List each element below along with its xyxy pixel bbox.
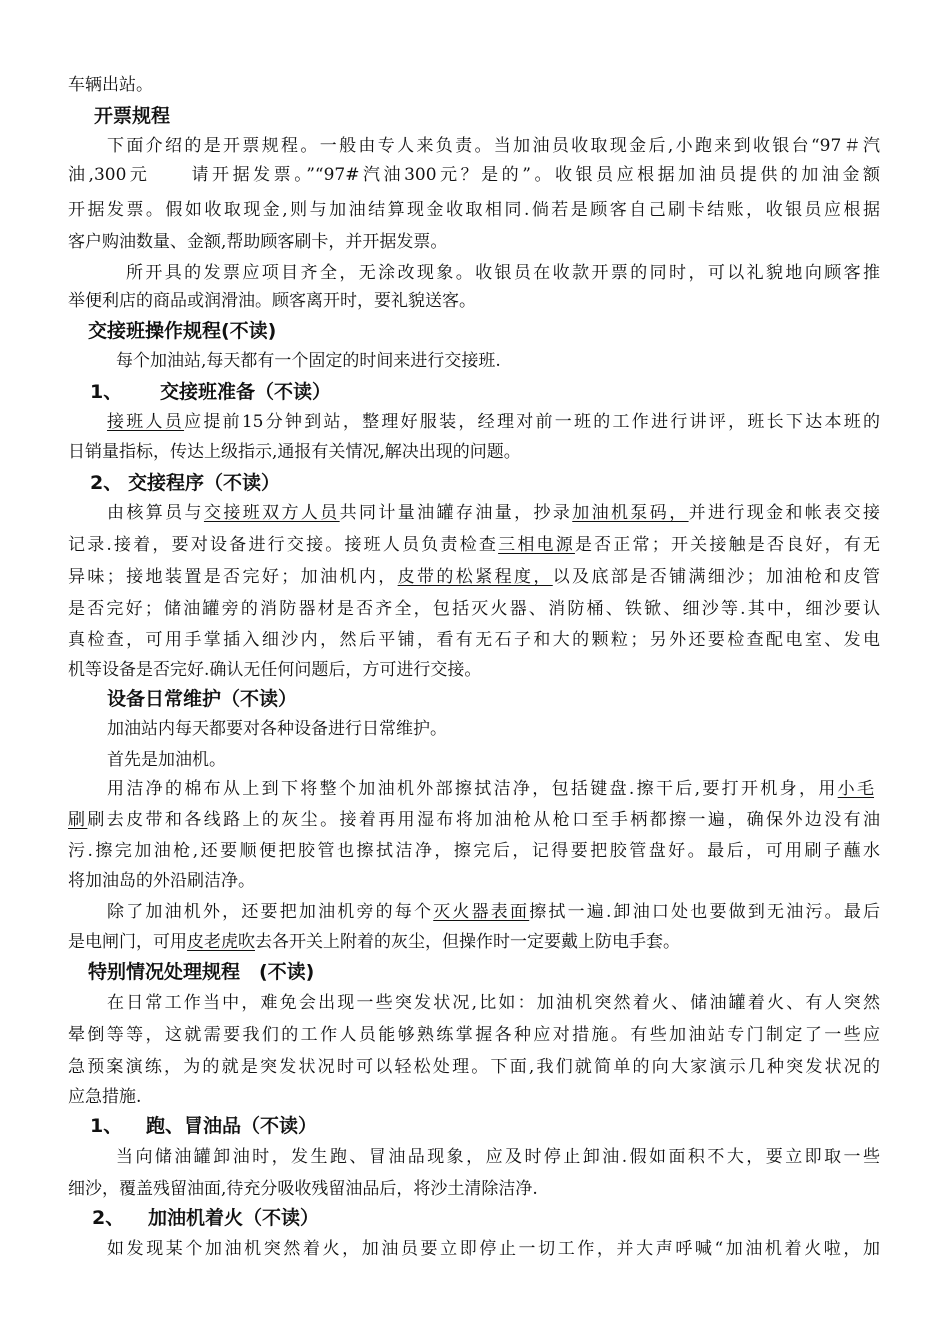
underlined-term: 灭火器表面 [433, 902, 530, 922]
paragraph-line: 刷刷去皮带和各线路上的灰尘。接着再用湿布将加油枪从枪口至手柄都擦一遍，确保外边没有油 [68, 810, 880, 830]
paragraph-line: 除了加油机外，还要把加油机旁的每个灭火器表面擦拭一遍.卸油口处也要做到无油污。最后 [107, 902, 881, 922]
paragraph-line: 用洁净的棉布从上到下将整个加油机外部擦拭洁净，包括键盘.擦干后,要打开机身，用小毛 [107, 779, 875, 799]
paragraph-line: 晕倒等等，这就需要我们的工作人员能够熟练掌握各种应对措施。有些加油站专门制定了一些应 [68, 1025, 880, 1045]
paragraph-line: 污.擦完加油枪,还要顺便把胶管也擦拭洁净，擦完后，记得要把胶管盘好。最后，可用刷子蘸水 [68, 841, 880, 861]
paragraph-line: 开据发票。假如收取现金,则与加油结算现金收取相同.倘若是顾客自己刷卡结账，收银员应根据 [68, 200, 880, 220]
section-heading-teshu: 特别情况处理规程 (不读) [88, 961, 315, 983]
section-heading-jiaojieban: 交接班操作规程(不读) [88, 320, 277, 342]
underlined-term: 刷 [68, 810, 88, 830]
underlined-term: 小毛 [837, 779, 875, 799]
paragraph-line: 机等设备是否完好.确认无任何问题后，方可进行交接。 [68, 660, 482, 680]
subsection-title: 加油机着火（不读） [148, 1207, 320, 1229]
subsection-heading-ts2 [92, 1203, 319, 1233]
paragraph-line: 客户购油数量、金额,帮助顾客刷卡，并开据发票。 [68, 232, 448, 252]
subsection-number: 1、 [90, 1115, 123, 1137]
underlined-term: 三相电源 [498, 535, 575, 555]
paragraph-line: 是电闸门，可用皮老虎吹去各开关上附着的灰尘，但操作时一定要戴上防电手套。 [68, 932, 680, 952]
paragraph-line: 由核算员与交接班双方人员共同计量油罐存油量，抄录加油机泵码，并进行现金和帐表交接 [107, 503, 881, 523]
paragraph-line: 是否完好；储油罐旁的消防器材是否齐全，包括灭火器、消防桶、铁锨、细沙等.其中，细沙要认 [68, 599, 880, 619]
paragraph-line: 车辆出站。 [68, 75, 153, 95]
underlined-term: 加油机泵码， [572, 503, 689, 523]
paragraph-line: 记录.接着，要对设备进行交接。接班人员负责检查三相电源是否正常；开关接触是否良好，有无 [68, 535, 881, 555]
subsection-number: 2、 [90, 472, 123, 494]
subsection-heading-ts1 [90, 1111, 317, 1141]
paragraph-line: 所开具的发票应项目齐全，无涂改现象。收银员在收款开票的同时，可以礼貌地向顾客推 [126, 263, 880, 283]
paragraph-line: 每个加油站,每天都有一个固定的时间来进行交接班. [116, 351, 501, 371]
subsection-title: 交接程序（不读） [128, 472, 281, 494]
paragraph-line: 在日常工作当中，难免会出现一些突发状况,比如：加油机突然着火、储油罐着火、有人突然 [107, 993, 880, 1013]
paragraph-line: 油,300元 请开据发票。”“97#汽油300元？是的”。收银员应根据加油员提供的加油金额 [68, 165, 880, 185]
paragraph-line: 细沙，覆盖残留油面,待充分吸收残留油品后，将沙土清除洁净. [68, 1179, 538, 1199]
paragraph-line: 应急措施. [68, 1087, 142, 1107]
subsection-title: 跑、冒油品（不读） [146, 1115, 318, 1137]
paragraph-line: 首先是加油机。 [107, 750, 226, 770]
underlined-term: 皮老虎吹 [187, 932, 255, 952]
paragraph-line: 举便利店的商品或润滑油。顾客离开时，要礼貌送客。 [68, 291, 476, 311]
paragraph-line: 真检查，可用手掌插入细沙内，然后平铺，看有无石子和大的颗粒；另外还要检查配电室、发电 [68, 630, 880, 650]
paragraph-line: 将加油岛的外沿刷洁净。 [68, 871, 255, 891]
paragraph-line: 下面介绍的是开票规程。一般由专人来负责。当加油员收取现金后,小跑来到收银台“97＃汽 [107, 136, 880, 156]
paragraph-line: 日销量指标，传达上级指示,通报有关情况,解决出现的问题。 [68, 442, 521, 462]
underlined-term: 交接班双方人员 [203, 503, 340, 523]
subsection-number: 1、 [90, 381, 123, 403]
section-heading-kaipiao: 开票规程 [94, 105, 171, 127]
paragraph-line: 如发现某个加油机突然着火，加油员要立即停止一切工作，并大声呼喊“加油机着火啦，加 [107, 1239, 880, 1259]
section-heading-shebei: 设备日常维护（不读） [107, 688, 298, 710]
paragraph-line: 异味；接地装置是否完好；加油机内，皮带的松紧程度，以及底部是否铺满细沙；加油枪和皮管 [68, 567, 881, 587]
paragraph-line: 当向储油罐卸油时，发生跑、冒油品现象，应及时停止卸油.假如面积不大，要立即取一些 [116, 1147, 880, 1167]
paragraph-line: 接班人员应提前15分钟到站，整理好服装，经理对前一班的工作进行讲评，班长下达本班的 [107, 412, 880, 432]
underlined-term: 皮带的松紧程度， [397, 567, 553, 587]
underlined-term: 接班人员 [107, 412, 185, 432]
subsection-heading-1 [90, 377, 331, 407]
paragraph-line: 急预案演练，为的就是突发状况时可以轻松处理。下面,我们就简单的向大家演示几种突发状况的 [68, 1057, 880, 1077]
subsection-title: 交接班准备（不读） [160, 381, 332, 403]
subsection-heading-2 [90, 468, 280, 498]
paragraph-line: 加油站内每天都要对各种设备进行日常维护。 [107, 719, 447, 739]
subsection-number: 2、 [92, 1207, 125, 1229]
